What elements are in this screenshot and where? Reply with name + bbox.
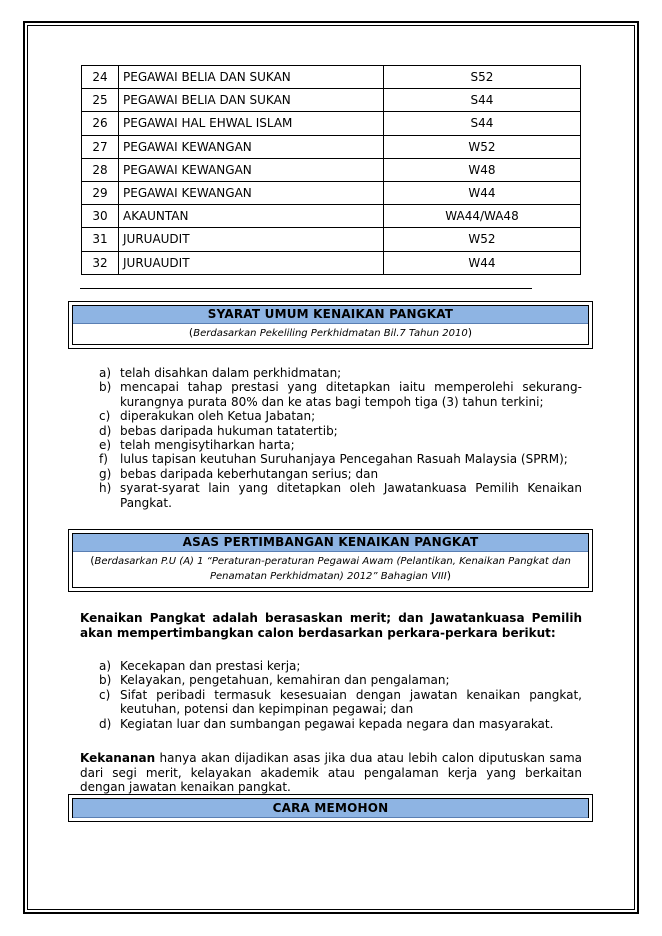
list-item-text: telah disahkan dalam perkhidmatan; xyxy=(120,366,342,380)
asas-pertimbangan-title: ASAS PERTIMBANGAN KENAIKAN PANGKAT xyxy=(73,534,588,552)
grade-cell: S52 xyxy=(384,66,581,89)
list-item xyxy=(80,366,582,380)
grade-cell: S44 xyxy=(384,112,581,135)
row-number-cell: 26 xyxy=(82,112,119,135)
syarat-umum-list xyxy=(80,366,582,510)
position-name-cell: PEGAWAI KEWANGAN xyxy=(119,158,384,181)
row-number-cell: 32 xyxy=(82,251,119,274)
table-row xyxy=(82,112,581,135)
grade-cell: W52 xyxy=(384,228,581,251)
table-row xyxy=(82,158,581,181)
list-item-text: bebas daripada keberhutangan serius; dan xyxy=(120,466,379,481)
list-item xyxy=(80,380,582,409)
list-item-text: lulus tapisan keutuhan Suruhanjaya Pencegahan Rasuah Malaysia (SPRM); xyxy=(120,452,568,467)
list-item xyxy=(80,467,582,481)
row-number-cell: 30 xyxy=(82,205,119,228)
list-marker: c) xyxy=(99,687,111,702)
row-number-cell: 31 xyxy=(82,228,119,251)
list-item-text: diperakukan oleh Ketua Jabatan; xyxy=(120,409,316,424)
position-name-cell: PEGAWAI KEWANGAN xyxy=(119,135,384,158)
list-marker: b) xyxy=(99,673,112,688)
grade-cell: W44 xyxy=(384,181,581,204)
row-number-cell: 29 xyxy=(82,181,119,204)
table-row xyxy=(82,135,581,158)
list-marker: g) xyxy=(99,466,112,481)
position-name-cell: PEGAWAI KEWANGAN xyxy=(119,181,384,204)
row-number-cell: 24 xyxy=(82,66,119,89)
list-item xyxy=(80,659,582,673)
table-row xyxy=(82,228,581,251)
position-name-cell: JURUAUDIT xyxy=(119,228,384,251)
grade-cell: W48 xyxy=(384,158,581,181)
grade-cell: S44 xyxy=(384,89,581,112)
table-row xyxy=(82,205,581,228)
asas-intro-paragraph: Kenaikan Pangkat adalah berasaskan merit; dan Jawatankuasa Pemilih akan mempertimbangkan calon berdasarkan perkara-perkara berikut: xyxy=(80,611,582,640)
asas-pertimbangan-subtitle: (Berdasarkan P.U (A) 1 “Peraturan-peraturan Pegawai Awam (Pelantikan, Kenaikan Pangkat dan Penamatan Perkhidmatan) 2012” Bahagian VIII) xyxy=(90,554,571,582)
asas-pertimbangan-list xyxy=(80,659,582,731)
asas-pertimbangan-header-box xyxy=(68,529,593,592)
list-marker: d) xyxy=(99,423,112,438)
row-number-cell: 28 xyxy=(82,158,119,181)
position-name-cell: AKAUNTAN xyxy=(119,205,384,228)
position-name-cell: PEGAWAI HAL EHWAL ISLAM xyxy=(119,112,384,135)
syarat-umum-subtitle: (Berdasarkan Pekeliling Perkhidmatan Bil.7 Tahun 2010) xyxy=(188,326,473,339)
list-marker: d) xyxy=(99,716,112,731)
grade-cell: W52 xyxy=(384,135,581,158)
syarat-umum-header-box xyxy=(68,301,593,349)
list-item-text: Kegiatan luar dan sumbangan pegawai kepada negara dan masyarakat. xyxy=(120,716,554,731)
list-item xyxy=(80,452,582,466)
section-divider xyxy=(80,288,532,289)
list-marker: c) xyxy=(99,409,111,424)
grade-cell: W44 xyxy=(384,251,581,274)
kekananan-paragraph xyxy=(80,751,582,795)
position-name-cell: JURUAUDIT xyxy=(119,251,384,274)
table-row xyxy=(82,66,581,89)
list-item-text: Kecekapan dan prestasi kerja; xyxy=(120,659,301,673)
table-row xyxy=(82,251,581,274)
list-item-text: syarat-syarat lain yang ditetapkan oleh Jawatankuasa Pemilih Kenaikan Pangkat. xyxy=(120,481,582,510)
list-item-text: bebas daripada hukuman tatatertib; xyxy=(120,423,338,438)
syarat-umum-title: SYARAT UMUM KENAIKAN PANGKAT xyxy=(73,306,588,324)
list-item xyxy=(80,688,582,717)
list-marker: a) xyxy=(99,366,112,380)
cara-memohon-title: CARA MEMOHON xyxy=(73,799,588,818)
position-name-cell: PEGAWAI BELIA DAN SUKAN xyxy=(119,66,384,89)
list-item-text: Sifat peribadi termasuk kesesuaian dengan jawatan kenaikan pangkat, keutuhan, potensi dan kepimpinan pegawai; dan xyxy=(120,687,582,717)
list-marker: e) xyxy=(99,438,112,453)
list-item xyxy=(80,481,582,510)
list-marker: b) xyxy=(99,380,112,395)
list-item xyxy=(80,409,582,423)
list-item-text: Kelayakan, pengetahuan, kemahiran dan pengalaman; xyxy=(120,673,450,688)
list-item xyxy=(80,673,582,687)
list-item-text: mencapai tahap prestasi yang ditetapkan iaitu memperolehi sekurang-kurangnya purata 80% dan ke atas bagi tempoh tiga (3) tahun terkini; xyxy=(120,380,582,409)
table-row xyxy=(82,89,581,112)
positions-table xyxy=(81,65,581,275)
grade-cell: WA44/WA48 xyxy=(384,205,581,228)
row-number-cell: 27 xyxy=(82,135,119,158)
kekananan-label: Kekananan xyxy=(80,751,156,765)
kekananan-text: hanya akan dijadikan asas jika dua atau lebih calon diputuskan sama dari segi merit, kelayakan akademik atau pengalaman kerja yang berkaitan dengan jawatan kenaikan pangkat. xyxy=(80,751,582,795)
table-row xyxy=(82,181,581,204)
position-name-cell: PEGAWAI BELIA DAN SUKAN xyxy=(119,89,384,112)
cara-memohon-header-box xyxy=(68,794,593,822)
list-item xyxy=(80,438,582,452)
list-marker: f) xyxy=(99,452,108,467)
list-marker: h) xyxy=(99,481,112,496)
list-marker: a) xyxy=(99,659,112,673)
list-item xyxy=(80,424,582,438)
list-item-text: telah mengisytiharkan harta; xyxy=(120,438,295,453)
list-item xyxy=(80,717,582,731)
row-number-cell: 25 xyxy=(82,89,119,112)
